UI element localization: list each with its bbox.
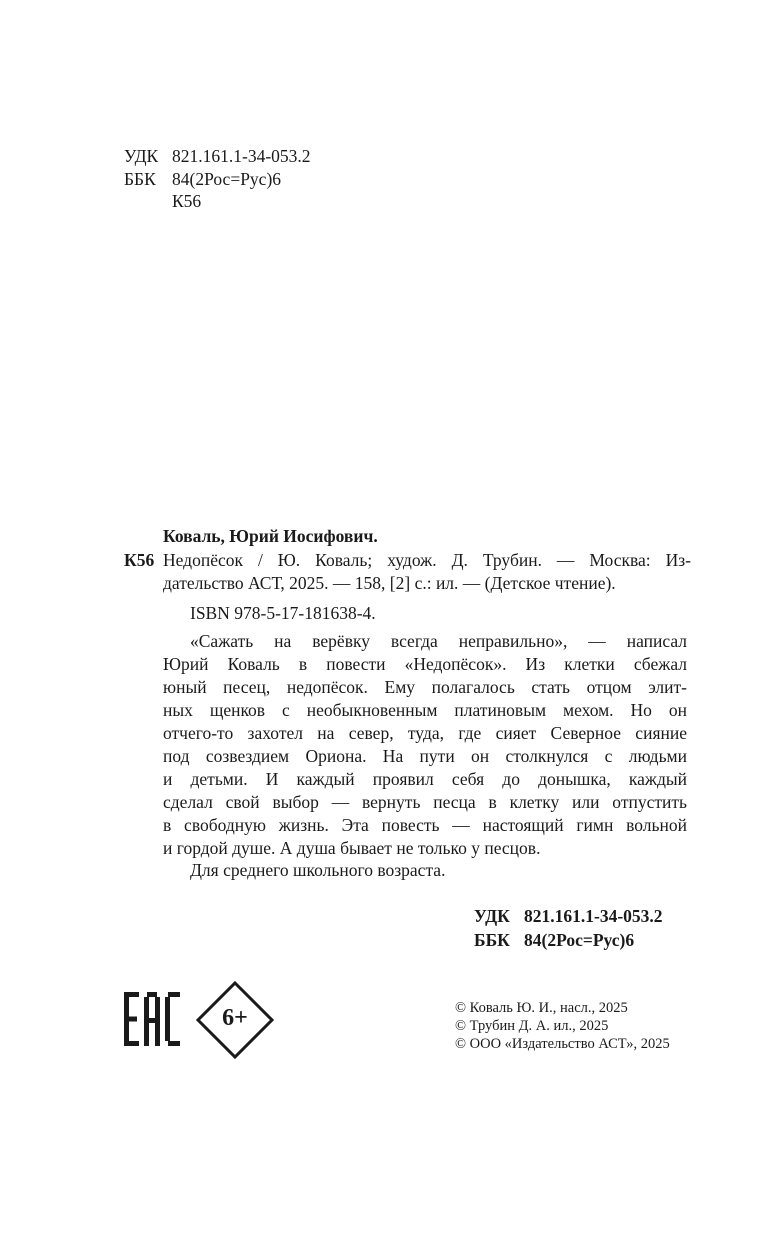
top-author-code: К56 [172,191,202,211]
copyright-line: © Трубин Д. А. ил., 2025 [455,1018,609,1034]
udk-value: 821.161.1-34-053.2 [524,906,663,926]
catalog-description [163,549,691,595]
bottom-udk [474,905,663,928]
annotation-line: и детьми. И каждый проявил себя до донышка, каждый [163,769,687,789]
bbk-label: ББК [474,930,510,950]
copyright-line: © Коваль Ю. И., насл., 2025 [455,1000,628,1016]
annotation-line: Юрий Коваль в повести «Недопёсок». Из клетки сбежал [163,654,687,674]
top-bbk [124,168,281,191]
isbn: ISBN 978-5-17-181638-4. [190,603,376,623]
annotation-line: сделал свой выбор — вернуть песца в клетку или отпустить [163,792,687,812]
age-rating: 6+ [222,1005,248,1031]
annotation-line: «Сажать на верёвку всегда неправильно», — написал [190,631,687,651]
udk-label: УДК [474,906,510,926]
annotation-line: юный песец, недопёсок. Ему полагалось стать отцом элит- [163,677,687,697]
annotation-line: под созвездием Ориона. На пути он столкнулся с людьми [163,746,687,766]
annotation [163,630,687,860]
catalog-author-code: К56 [124,550,155,570]
bbk-value: 84(2Рос=Рус)6 [524,930,635,950]
udk-label: УДК [124,146,159,166]
copyright-line: © ООО «Издательство АСТ», 2025 [455,1036,670,1052]
top-udk [124,145,311,168]
description-line: дательство АСТ, 2025. — 158, [2] с.: ил. — (Детское чтение). [163,573,616,593]
eac-mark-icon [124,992,180,1046]
description-line: Недопёсок / Ю. Коваль; худож. Д. Трубин. — Москва: Из- [163,550,691,570]
bottom-bbk [474,929,634,952]
annotation-line: и гордой душе. А душа бывает не только у песцов. [163,838,541,858]
catalog-author: Коваль, Юрий Иосифович. [163,526,378,546]
annotation-line: ных щенков с необыкновенным платиновым мехом. Но он [163,700,687,720]
annotation-line: в свободную жизнь. Эта повесть — настоящий гимн вольной [163,815,687,835]
bbk-label: ББК [124,169,156,189]
bbk-value: 84(2Рос=Рус)6 [172,169,282,189]
udk-value: 821.161.1-34-053.2 [172,146,311,166]
annotation-line: отчего-то захотел на север, туда, где сияет Северное сияние [163,723,687,743]
audience-note: Для среднего школьного возраста. [190,860,446,880]
